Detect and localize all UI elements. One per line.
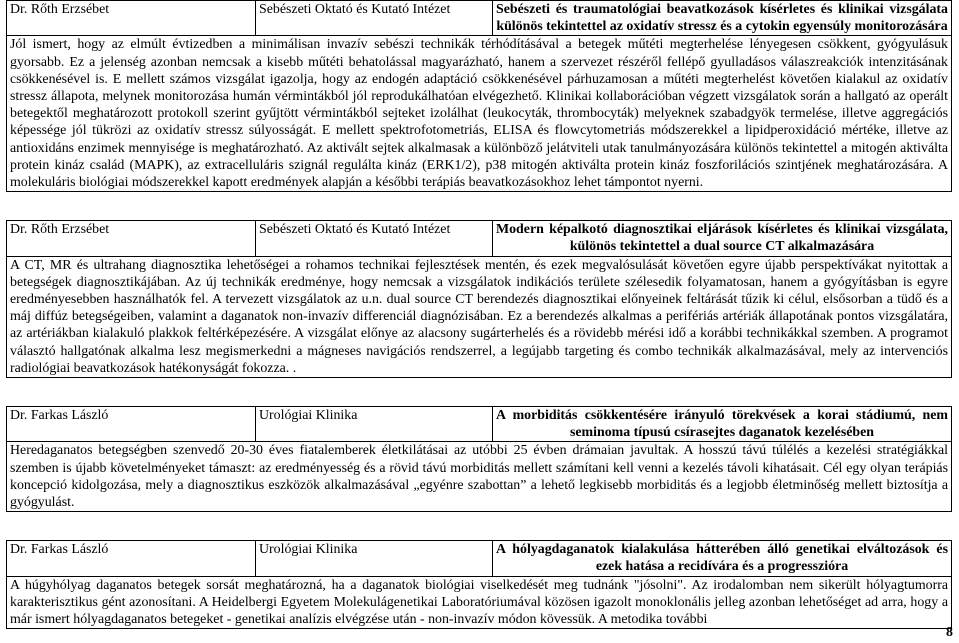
page-number: 8 xyxy=(946,625,953,640)
entry-header-row xyxy=(7,1,952,36)
topic-description: A CT, MR és ultrahang diagnosztika lehetőségei a rohamos technikai fejlesztések mentén, és ezek megvalósulását követően egyre újabb perspektívákat nyitottak a betegségek diagnosztikájában. Az új technikák eredménye, hogy nemcsak a vizsgálatok indikációs területe szélesedik folyamatosan, hanem a gyógyításban is egyre eredményesebben használhatók fel. A tervezett vizsgálatok az u.n. dual source CT berendezés diagnosztikai előnyeinek feltárását tűzik ki célul, elsősorban a tüdő és a máj diffúz betegségeiben, valamint a daganatok non-invazív differenciál diagnózisában. Ez a berendezés alkalmas a perifériás artériák állapotának pontos vizsgálatára, az artériákban kialakuló plakkok feltérképezésére. A vizsgálat előnye az alacsony sugárterhelés és a rövidebb mérési idő a korábbi technikákkal szemben. A programot választó hallgatónak alkalma lesz megismerkedni a mágneses navigációs rendszerrel, a legújabb targeting és combo technikák alkalmazásával, mely az intervenciós radiológiai beavatkozások hatékonyságát fokozza. . xyxy=(7,256,952,377)
entry-spacer xyxy=(6,192,952,220)
entry-2 xyxy=(6,220,952,378)
entry-4 xyxy=(6,540,952,629)
entry-spacer xyxy=(6,378,952,406)
supervisor-name: Dr. Rőth Erzsébet xyxy=(7,1,256,36)
entry-body-row xyxy=(7,256,952,377)
topic-title: Modern képalkotó diagnosztikai eljárások kísérletes és klinikai vizsgálata, különös tekintettel a dual source CT alkalmazására xyxy=(493,221,952,256)
entry-body-row xyxy=(7,442,952,512)
document-page xyxy=(6,0,952,629)
institute-name: Urológiai Klinika xyxy=(256,407,493,442)
institute-name: Sebészeti Oktató és Kutató Intézet xyxy=(256,221,493,256)
topic-description: Jól ismert, hogy az elmúlt évtizedben a minimálisan invazív sebészi technikák térhódításával a betegek műtéti megterhelése lényegesen csökkent, gyógyulásuk gyorsabb. Ez a jelenség azonban nemcsak a kisebb műtéti behatolással magyarázható, hanem a szervezet részéről fellépő gyulladásos válaszreakciók intenzitásának csökkenésével is. E mellett számos vizsgálat igazolja, hogy az endogén adaptáció csökkenésével párhuzamosan a műtéti megterhelést követően kialakul az oxidatív stressz állapota, melynek monitorozása humán vérmintákból jól reprodukálhatóan elvégezhető. Klinikai kollaborációban végzett vizsgálatok során a hallgató az operált betegektől meghatározott protokoll szerint gyűjtött vérmintákból sejteket izolálhat (leukocyták, thrombocyták) melyeknek szabadgyök termelése, illetve aggregációs képessége jól tükrözi az oxidatív stressz súlyosságát. E mellett spektrofotometriás, ELISA és flowcytometriás módszerekkel a lipidperoxidáció mértéke, illetve az antioxidáns enzimek mennyisége is meghatározható. Az aktivált sejtek alkalmasak a különböző jelátviteli utak tanulmányozására különös tekintettel a mitogén aktiválta protein kináz család (MAPK), az extracelluláris szignál regulálta kináz (ERK1/2), p38 mitogén aktiválta protein kináz foszforilációs szintjének meghatározására. A molekuláris biológiai módszerekkel kapott eredmények alapján a későbbi terápiás beavatkozásokhoz lehet támpontot nyerni. xyxy=(7,36,952,192)
topic-description: Heredaganatos betegségben szenvedő 20-30 éves fiatalemberek életkilátásai az utóbbi 25 évben drámaian javultak. A hosszú távú túlélés a kezelési stratégiákkal szemben is újabb követelményeket támaszt: az eredményesség és a rövid távú morbiditás mellett számítani kell venni a kezelés távoli kihatásait. Cél egy olyan terápiás koncepció kidolgozása, mely a diagnosztikus eszközök alkalmazásával „egyénre szabottan” a lehető legkisebb morbiditás és a legjobb életminőség mellett biztosítja a gyógyulást. xyxy=(7,442,952,512)
institute-name: Sebészeti Oktató és Kutató Intézet xyxy=(256,1,493,36)
entry-header-row xyxy=(7,407,952,442)
supervisor-name: Dr. Farkas László xyxy=(7,541,256,576)
entry-1 xyxy=(6,0,952,192)
topic-description: A húgyhólyag daganatos betegek sorsát meghatározná, ha a daganatok biológiai viselkedését meg tudnánk "jósolni". Az irodalomban nem sikerült hólyagtumorra karakterisztikus gént azonosítani. A Heidelbergi Egyetem Molekulágenetikai Laboratóriumával közösen igazolt monoklonális jelleg azonban lehetőséget ad arra, hogy a már ismert hólyagdaganatos betegeket - genetikai analízis elvégzése után - non-invazív módon kövessük. A metodika további xyxy=(7,576,952,629)
entry-header-row xyxy=(7,221,952,256)
entry-3 xyxy=(6,406,952,512)
supervisor-name: Dr. Farkas László xyxy=(7,407,256,442)
entry-header-row xyxy=(7,541,952,576)
topic-title: A hólyagdaganatok kialakulása hátterében álló genetikai elváltozások és ezek hatása a recidívára és a progresszióra xyxy=(493,541,952,576)
entry-spacer xyxy=(6,512,952,540)
entry-body-row xyxy=(7,36,952,192)
topic-title: A morbiditás csökkentésére irányuló törekvések a korai stádiumú, nem seminoma típusú csírasejtes daganatok kezelésében xyxy=(493,407,952,442)
entry-body-row xyxy=(7,576,952,629)
supervisor-name: Dr. Rőth Erzsébet xyxy=(7,221,256,256)
topic-title: Sebészeti és traumatológiai beavatkozások kísérletes és klinikai vizsgálata különös tekintettel az oxidatív stressz és a cytokin egyensúly monitorozására xyxy=(493,1,952,36)
institute-name: Urológiai Klinika xyxy=(256,541,493,576)
